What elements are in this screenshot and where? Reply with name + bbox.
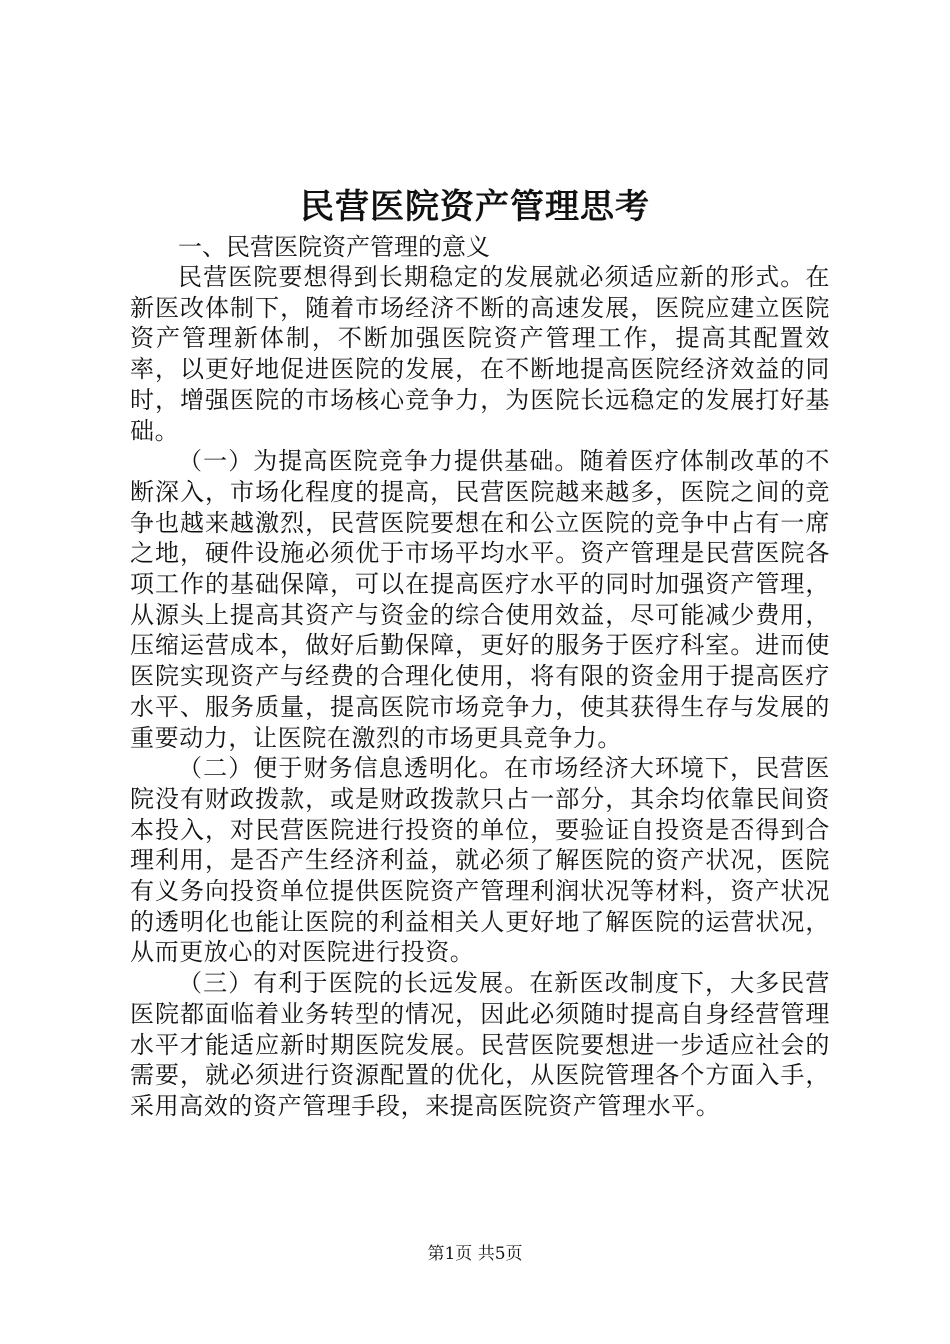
paragraph-intro: 民营医院要想得到长期稳定的发展就必须适应新的形式。在新医改体制下，随着市场经济不断的高速发展，医院应建立医院资产管理新体制，不断加强医院资产管理工作，提高其配置效率，以更好地促进医院的发展，在不断地提高医院经济效益的同时，增强医院的市场核心竞争力，为医院长远稳定的发展打好基础。 [130, 263, 830, 445]
paragraph-competitiveness: （一）为提高医院竞争力提供基础。随着医疗体制改革的不断深入，市场化程度的提高，民营医院越来越多，医院之间的竞争也越来越激烈，民营医院要想在和公立医院的竞争中占有一席之地，硬件设施必须优于市场平均水平。资产管理是民营医院各项工作的基础保障，可以在提高医疗水平的同时加强资产管理，从源头上提高其资产与资金的综合使用效益，尽可能减少费用，压缩运营成本，做好后勤保障，更好的服务于医疗科室。进而使医院实现资产与经费的合理化使用，将有限的资金用于提高医疗水平、服务质量，提高医院市场竞争力，使其获得生存与发展的重要动力，让医院在激烈的市场更具竞争力。 [130, 447, 830, 752]
document-title: 民营医院资产管理思考 [300, 187, 650, 227]
section-heading: 一、民营医院资产管理的意义 [178, 233, 490, 261]
document-body [130, 232, 830, 1122]
paragraph-financial-transparency: （二）便于财务信息透明化。在市场经济大环境下，民营医院没有财政拨款，或是财政拨款只占一部分，其余均依靠民间资本投入，对民营医院进行投资的单位，要验证自投资是否得到合理利用，是否产生经济利益，就必须了解医院的资产状况，医院有义务向投资单位提供医院资产管理利润状况等材料，资产状况的透明化也能让医院的利益相关人更好地了解医院的运营状况，从而更放心的对医院进行投资。 [130, 754, 830, 967]
paragraph-long-term-development: （三）有利于医院的长远发展。在新医改制度下，大多民营医院都面临着业务转型的情况，因此必须随时提高自身经营管理水平才能适应新时期医院发展。民营医院要想进一步适应社会的需要，就必须进行资源配置的优化，从医院管理各个方面入手，采用高效的资产管理手段，来提高医院资产管理水平。 [130, 969, 830, 1120]
page-footer: 第1页 共5页 [427, 1244, 523, 1264]
